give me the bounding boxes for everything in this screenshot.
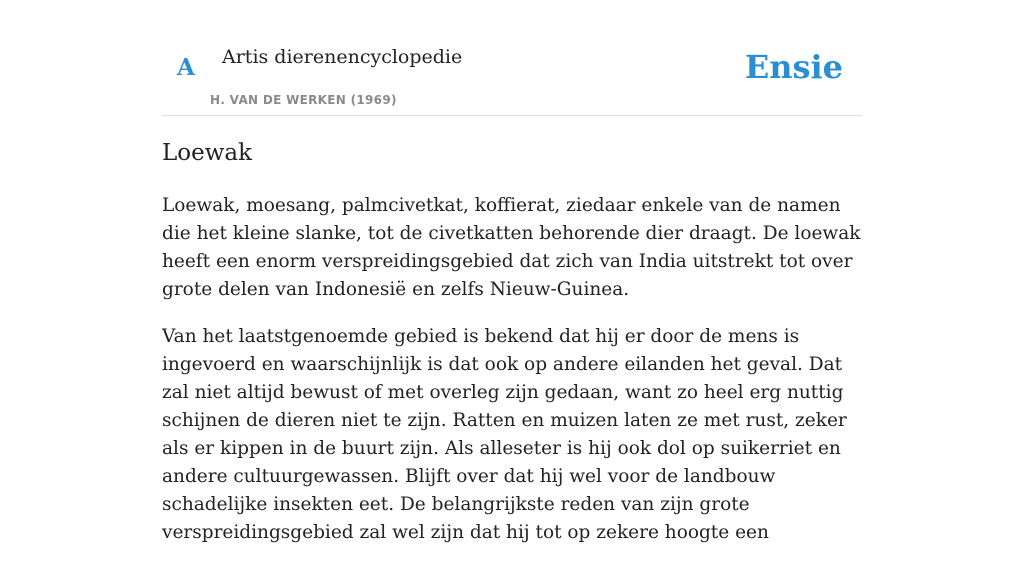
- book-title-link[interactable]: Artis dierenencyclopedie: [222, 46, 463, 68]
- entry-paragraph: Loewak, moesang, palmcivetkat, koffierat, ziedaar enkele van de namen die het kleine slanke, tot de civetkatten behorende dier draagt. De loewak heeft een enorm verspreidingsgebied dat zich van India uitstrekt tot over grote delen van Indonesië en zelfs Nieuw-Guinea.: [162, 195, 861, 300]
- page-container: [162, 0, 862, 543]
- entry-paragraph: Van het laatstgenoemde gebied is bekend dat hij er door de mens is ingevoerd en waarschijnlijk is dat ook op andere eilanden het geval. Dat zal niet altijd bewust of met overleg zijn gedaan, want zo heel erg nuttig schijnen de dieren niet te zijn. Ratten en muizen laten ze met rust, zeker als er kippen in de buurt zijn. Als alleseter is hij ook dol op suikerriet en andere cultuurgewassen. Blijft over dat hij wel voor de landbouw schadelijke insekten eet. De belangrijkste reden van zijn grote verspreidingsgebied zal wel zijn dat hij tot op zekere hoogte een: [162, 326, 847, 543]
- entry-title: Loewak: [162, 140, 253, 166]
- entry-body: [162, 192, 862, 566]
- book-header: [162, 0, 862, 116]
- ensie-logo-link[interactable]: Ensie: [744, 48, 843, 86]
- book-letter-index[interactable]: A: [177, 54, 195, 81]
- book-author: H. VAN DE WERKEN (1969): [210, 93, 397, 107]
